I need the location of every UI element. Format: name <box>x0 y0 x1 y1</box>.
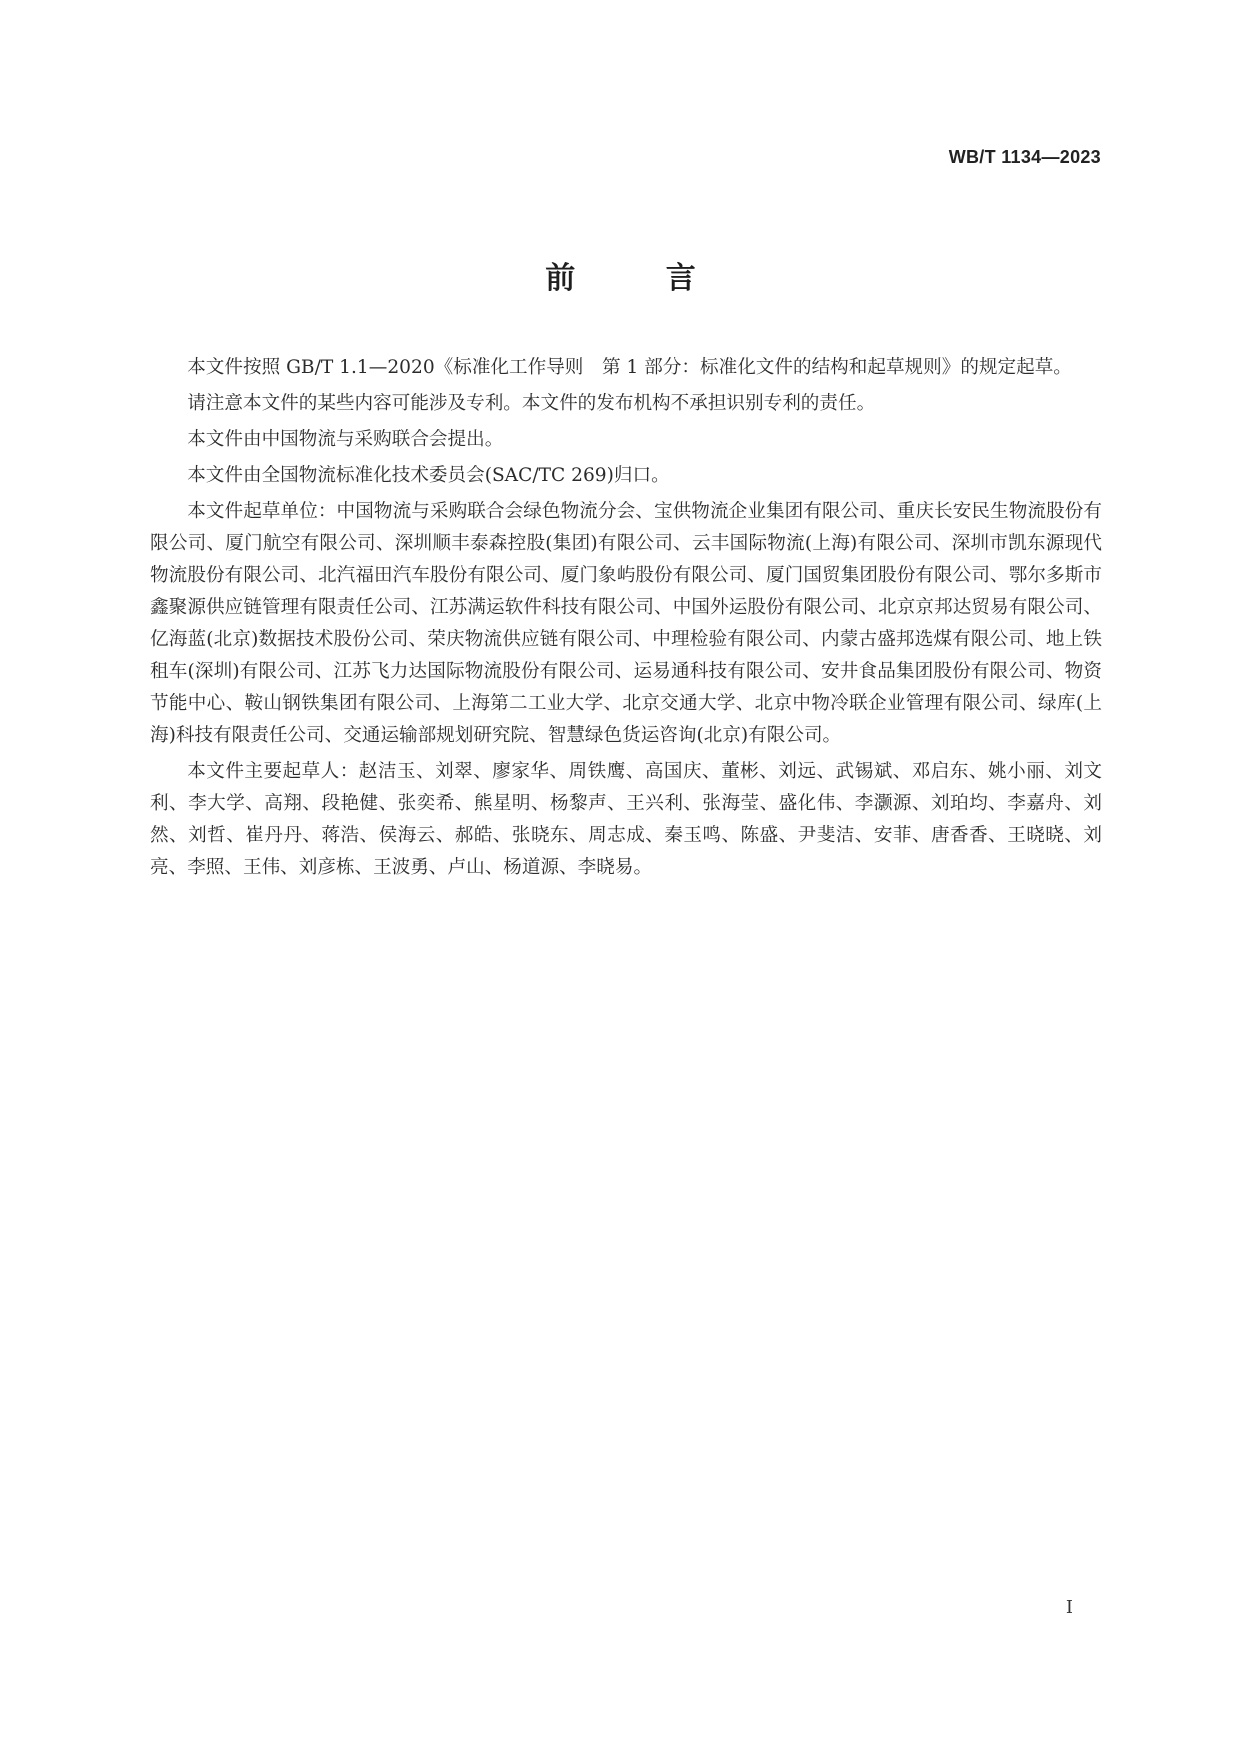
foreword-body <box>150 352 1102 888</box>
paragraph-drafters: 本文件主要起草人：赵洁玉、刘翠、廖家华、周铁鹰、高国庆、董彬、刘远、武锡斌、邓启东、姚小丽、刘文利、李大学、高翔、段艳健、张奕希、熊星明、杨黎声、王兴利、张海莹、盛化伟、李灏源、刘珀均、李嘉舟、刘然、刘哲、崔丹丹、蒋浩、侯海云、郝皓、张晓东、周志成、秦玉鸣、陈盛、尹斐洁、安菲、唐香香、王晓晓、刘亮、李照、王伟、刘彦栋、王波勇、卢山、杨道源、李晓易。 <box>150 761 1102 878</box>
document-code: WB/T 1134—2023 <box>948 147 1101 167</box>
paragraph-drafting-rules: 本文件按照 GB/T 1.1—2020《标准化工作导则 第 1 部分：标准化文件的结构和起草规则》的规定起草。 <box>187 357 1072 378</box>
page-number: I <box>1065 1597 1073 1618</box>
paragraph-drafting-units: 本文件起草单位：中国物流与采购联合会绿色物流分会、宝供物流企业集团有限公司、重庆长安民生物流股份有限公司、厦门航空有限公司、深圳顺丰泰森控股(集团)有限公司、云丰国际物流(上海)有限公司、深圳市凯东源现代物流股份有限公司、北汽福田汽车股份有限公司、厦门象屿股份有限公司、厦门国贸集团股份有限公司、鄂尔多斯市鑫聚源供应链管理有限责任公司、江苏满运软件科技有限公司、中国外运股份有限公司、北京京邦达贸易有限公司、亿海蓝(北京)数据技术股份公司、荣庆物流供应链有限公司、中理检验有限公司、内蒙古盛邦选煤有限公司、地上铁租车(深圳)有限公司、江苏飞力达国际物流股份有限公司、运易通科技有限公司、安井食品集团股份有限公司、物资节能中心、鞍山钢铁集团有限公司、上海第二工业大学、北京交通大学、北京中物冷联企业管理有限公司、绿库(上海)科技有限责任公司、交通运输部规划研究院、智慧绿色货运咨询(北京)有限公司。 <box>150 501 1102 746</box>
paragraph-patent-notice: 请注意本文件的某些内容可能涉及专利。本文件的发布机构不承担识别专利的责任。 <box>187 393 876 414</box>
paragraph-technical-committee: 本文件由全国物流标准化技术委员会(SAC/TC 269)归口。 <box>187 465 670 486</box>
paragraph-proposer: 本文件由中国物流与采购联合会提出。 <box>187 429 504 450</box>
page-title: 前 言 <box>545 261 736 296</box>
